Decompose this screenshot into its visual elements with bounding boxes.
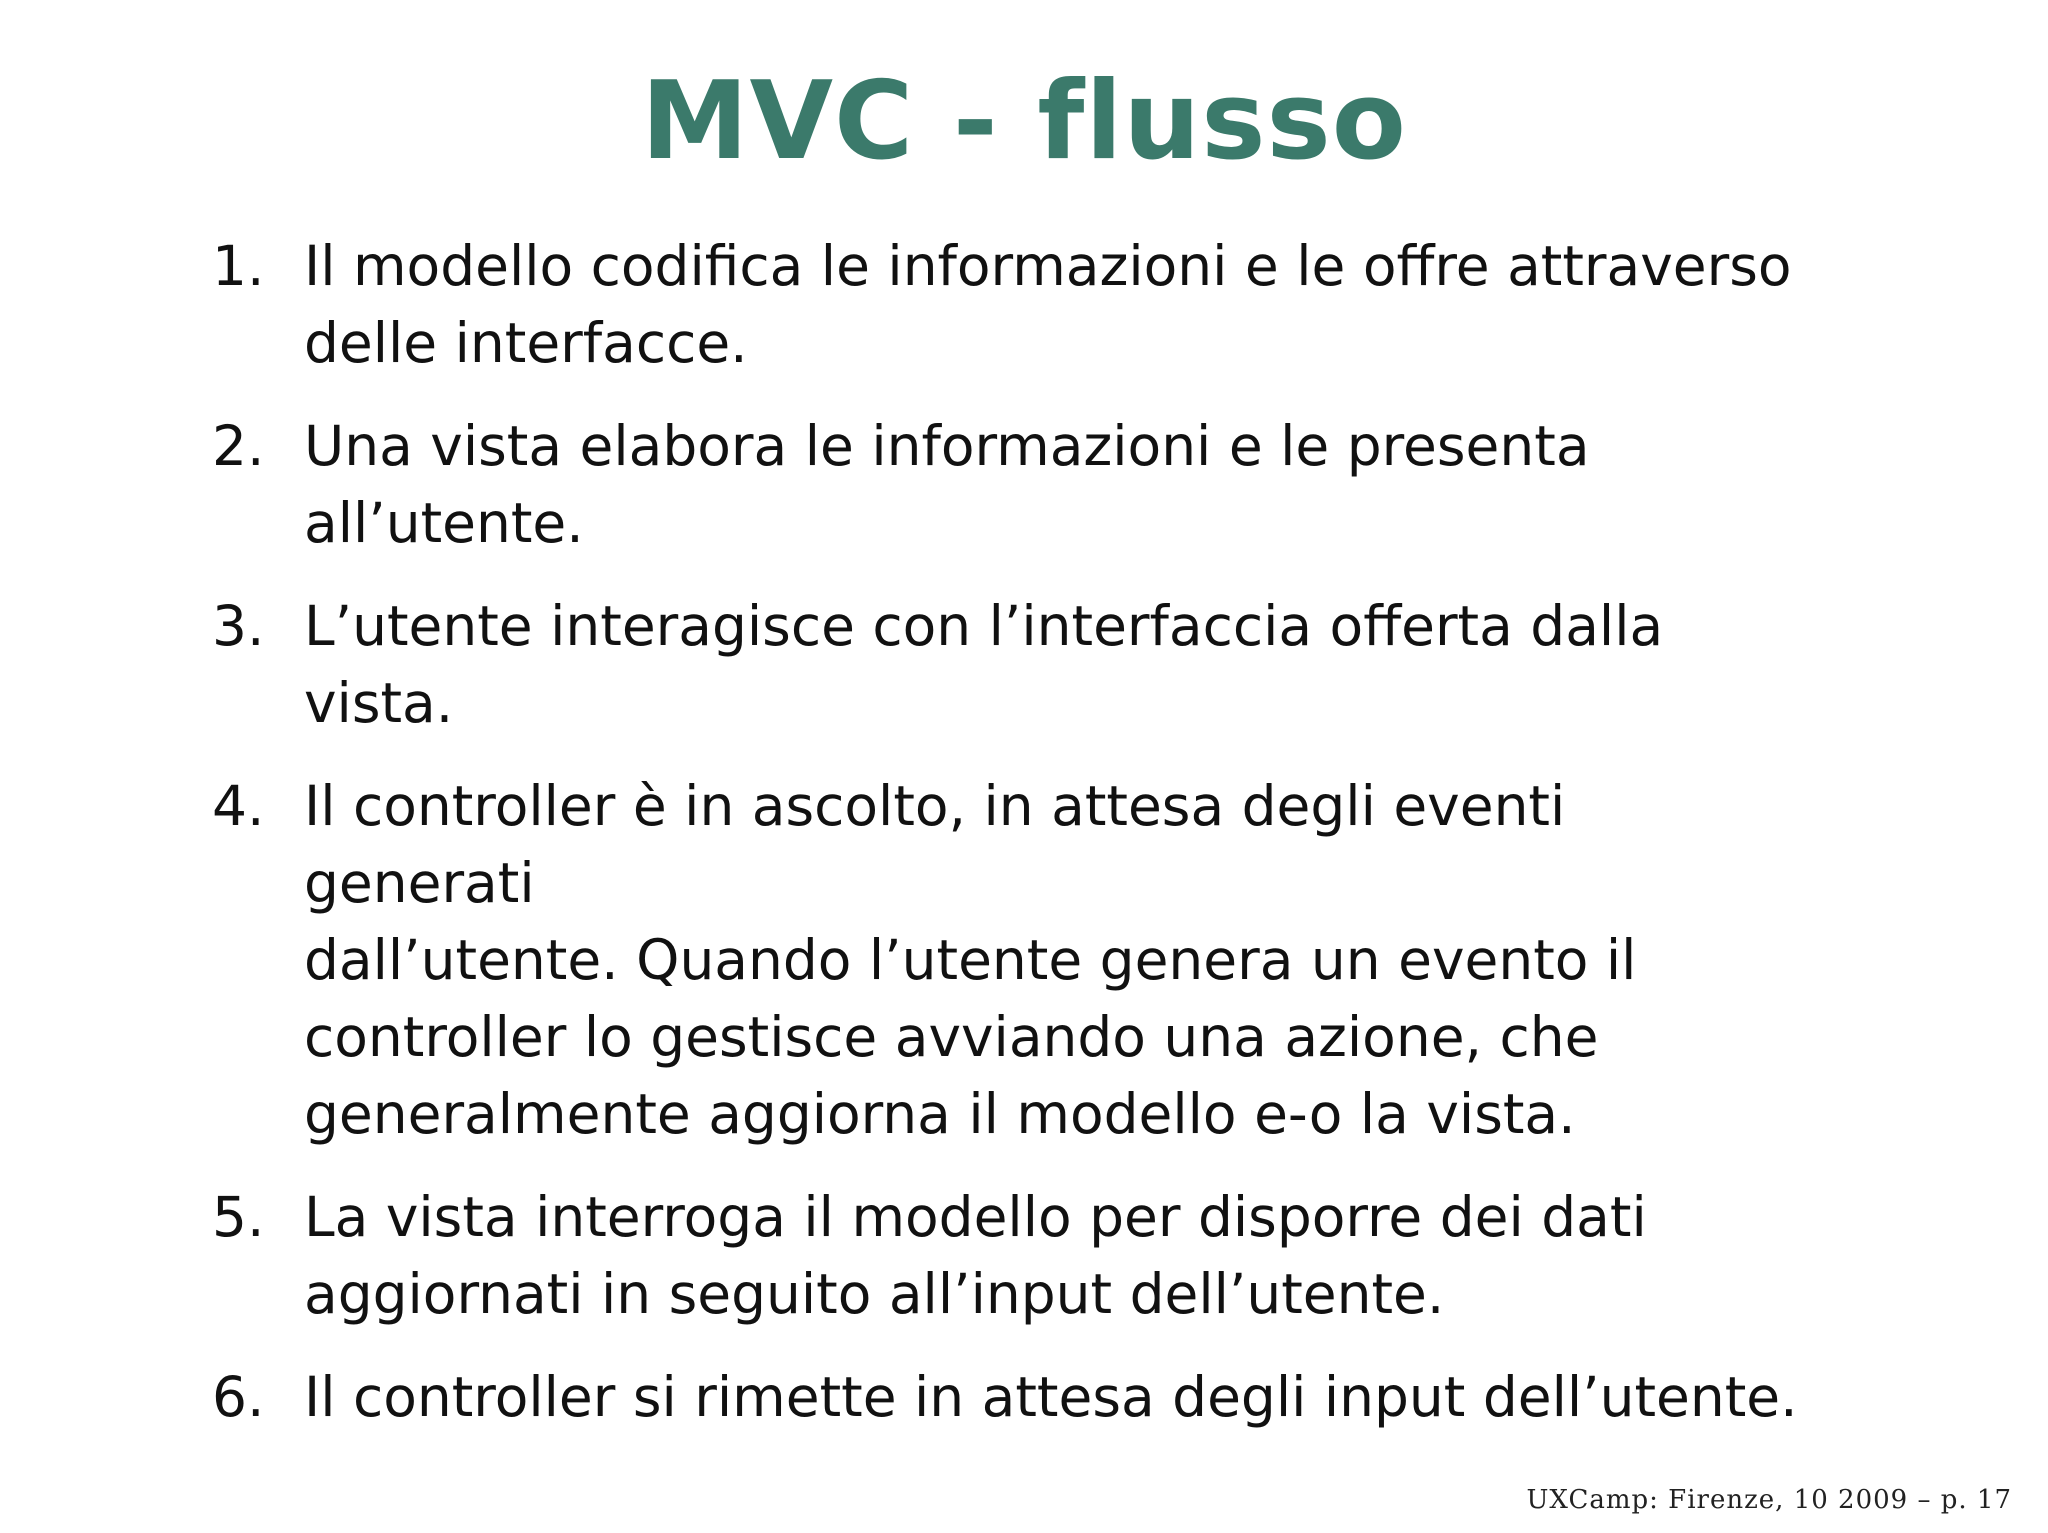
list-item-number: 3. bbox=[212, 594, 265, 658]
list-item bbox=[212, 228, 1992, 382]
list-item-text: Il modello codifica le informazioni e le offre attraverso delle interfacce. bbox=[304, 234, 1792, 375]
list-item-text: Il controller si rimette in attesa degli input dell’utente. bbox=[304, 1365, 1798, 1429]
list-item-text: La vista interroga il modello per disporre dei dati aggiornati in seguito all’input dell’utente. bbox=[304, 1185, 1647, 1326]
list-item-number: 4. bbox=[212, 774, 265, 838]
list-item bbox=[212, 1179, 1992, 1333]
list-item bbox=[212, 1359, 1992, 1436]
list-item bbox=[212, 768, 1992, 1153]
list-item-number: 6. bbox=[212, 1365, 265, 1429]
list-item-text: Il controller è in ascolto, in attesa degli eventi generati dall’utente. Quando l’utente genera un evento il controller lo gestisce avviando una azione, che generalmente aggiorna il modello e-o la vista. bbox=[304, 774, 1637, 1146]
slide-title: MVC - flusso bbox=[641, 59, 1407, 184]
list-item-number: 1. bbox=[212, 234, 265, 298]
list-item-number: 5. bbox=[212, 1185, 265, 1249]
list-item-text: L’utente interagisce con l’interfaccia offerta dalla vista. bbox=[304, 594, 1664, 735]
list-item-number: 2. bbox=[212, 414, 265, 478]
list-item-text: Una vista elabora le informazioni e le presenta all’utente. bbox=[304, 414, 1590, 555]
numbered-list bbox=[212, 228, 1992, 1462]
list-item bbox=[212, 408, 1992, 562]
list-item bbox=[212, 588, 1992, 742]
slide-footer: UXCamp: Firenze, 10 2009 – p. 17 bbox=[1526, 1485, 2012, 1515]
